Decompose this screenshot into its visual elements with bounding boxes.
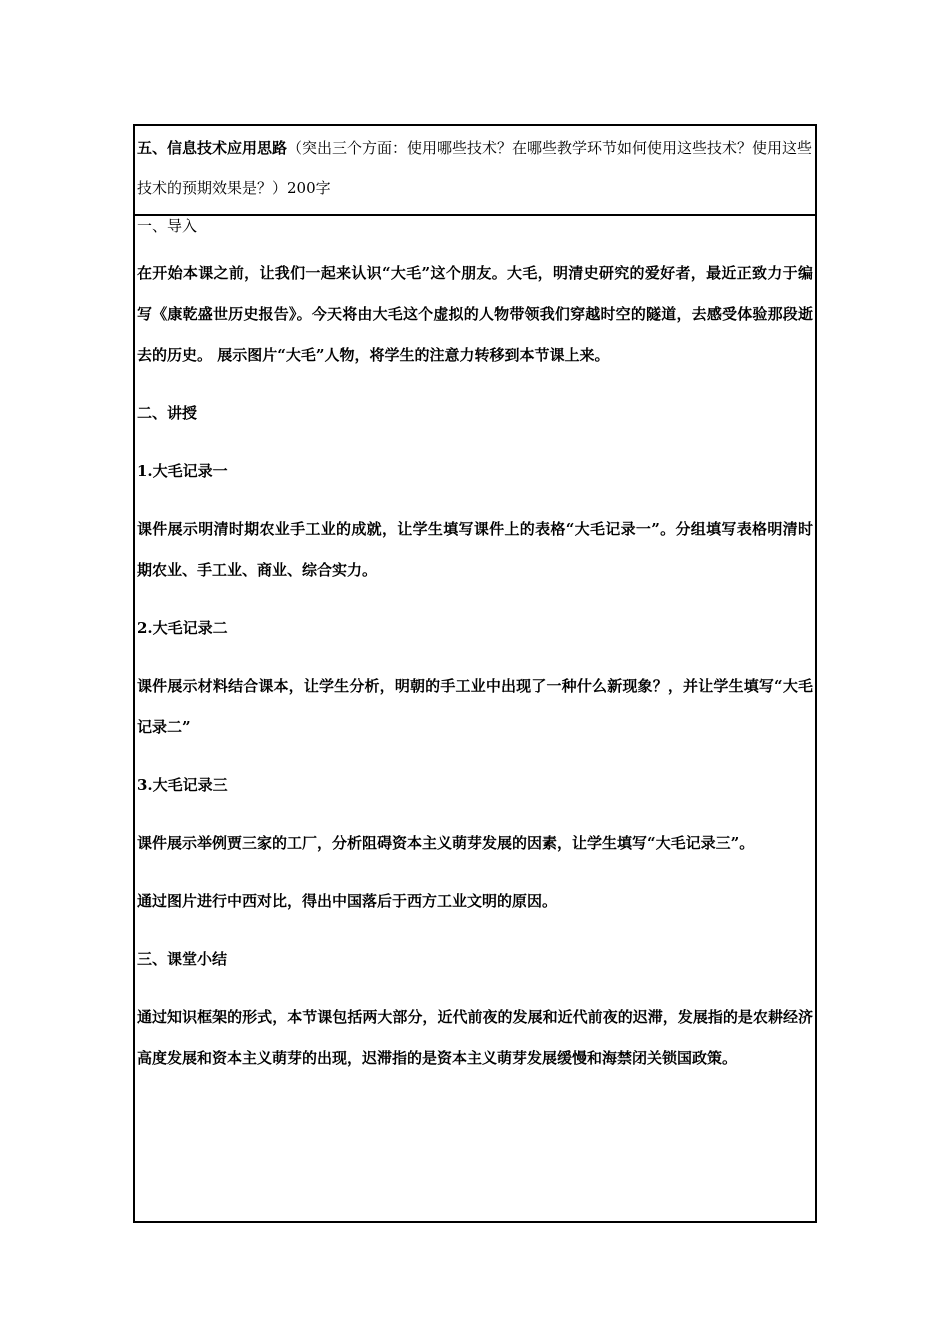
record1-text: 课件展示明清时期农业手工业的成就，让学生填写课件上的表格“大毛记录一”。分组填写表格明清时期农业、手工业、商业、综合实力。	[137, 520, 813, 579]
table-body-cell	[135, 216, 815, 1221]
header-title-bold: 五、信息技术应用思路	[137, 139, 288, 157]
summary-heading: 三、课堂小结	[137, 950, 228, 968]
record2-text: 课件展示材料结合课本，让学生分析，明朝的手工业中出现了一种什么新现象？，并让学生填写“大毛记录二”	[137, 677, 813, 736]
summary-text: 通过知识框架的形式，本节课包括两大部分，近代前夜的发展和近代前夜的迟滞，发展指的是农耕经济高度发展和资本主义萌芽的出现，迟滞指的是资本主义萌芽发展缓慢和海禁闭关锁国政策。	[137, 1008, 813, 1067]
intro-heading: 一、导入	[137, 217, 198, 235]
lecture-heading: 二、讲授	[137, 404, 198, 422]
intro-text: 在开始本课之前，让我们一起来认识“大毛”这个朋友。大毛，明清史研究的爱好者，最近正致力于编写《康乾盛世历史报告》。今天将由大毛这个虚拟的人物带领我们穿越时空的隧道，去感受体验那段逝去的历史。 展示图片“大毛”人物，将学生的注意力转移到本节课上来。	[137, 264, 813, 364]
table-header-cell	[135, 126, 815, 216]
record2-heading: 2.大毛记录二	[137, 619, 228, 637]
record3-text: 课件展示举例贾三家的工厂，分析阻碍资本主义萌芽发展的因素，让学生填写“大毛记录三”。	[137, 834, 755, 852]
compare-text: 通过图片进行中西对比，得出中国落后于西方工业文明的原因。	[137, 892, 558, 910]
record1-heading: 1.大毛记录一	[137, 462, 228, 480]
document-table	[133, 124, 817, 1223]
header-title-rest: （突出三个方面：使用哪些技术？在哪些教学环节如何使用这些技术？使用这些技术的预期效果是？）200字	[137, 139, 813, 197]
record3-heading: 3.大毛记录三	[137, 776, 228, 794]
